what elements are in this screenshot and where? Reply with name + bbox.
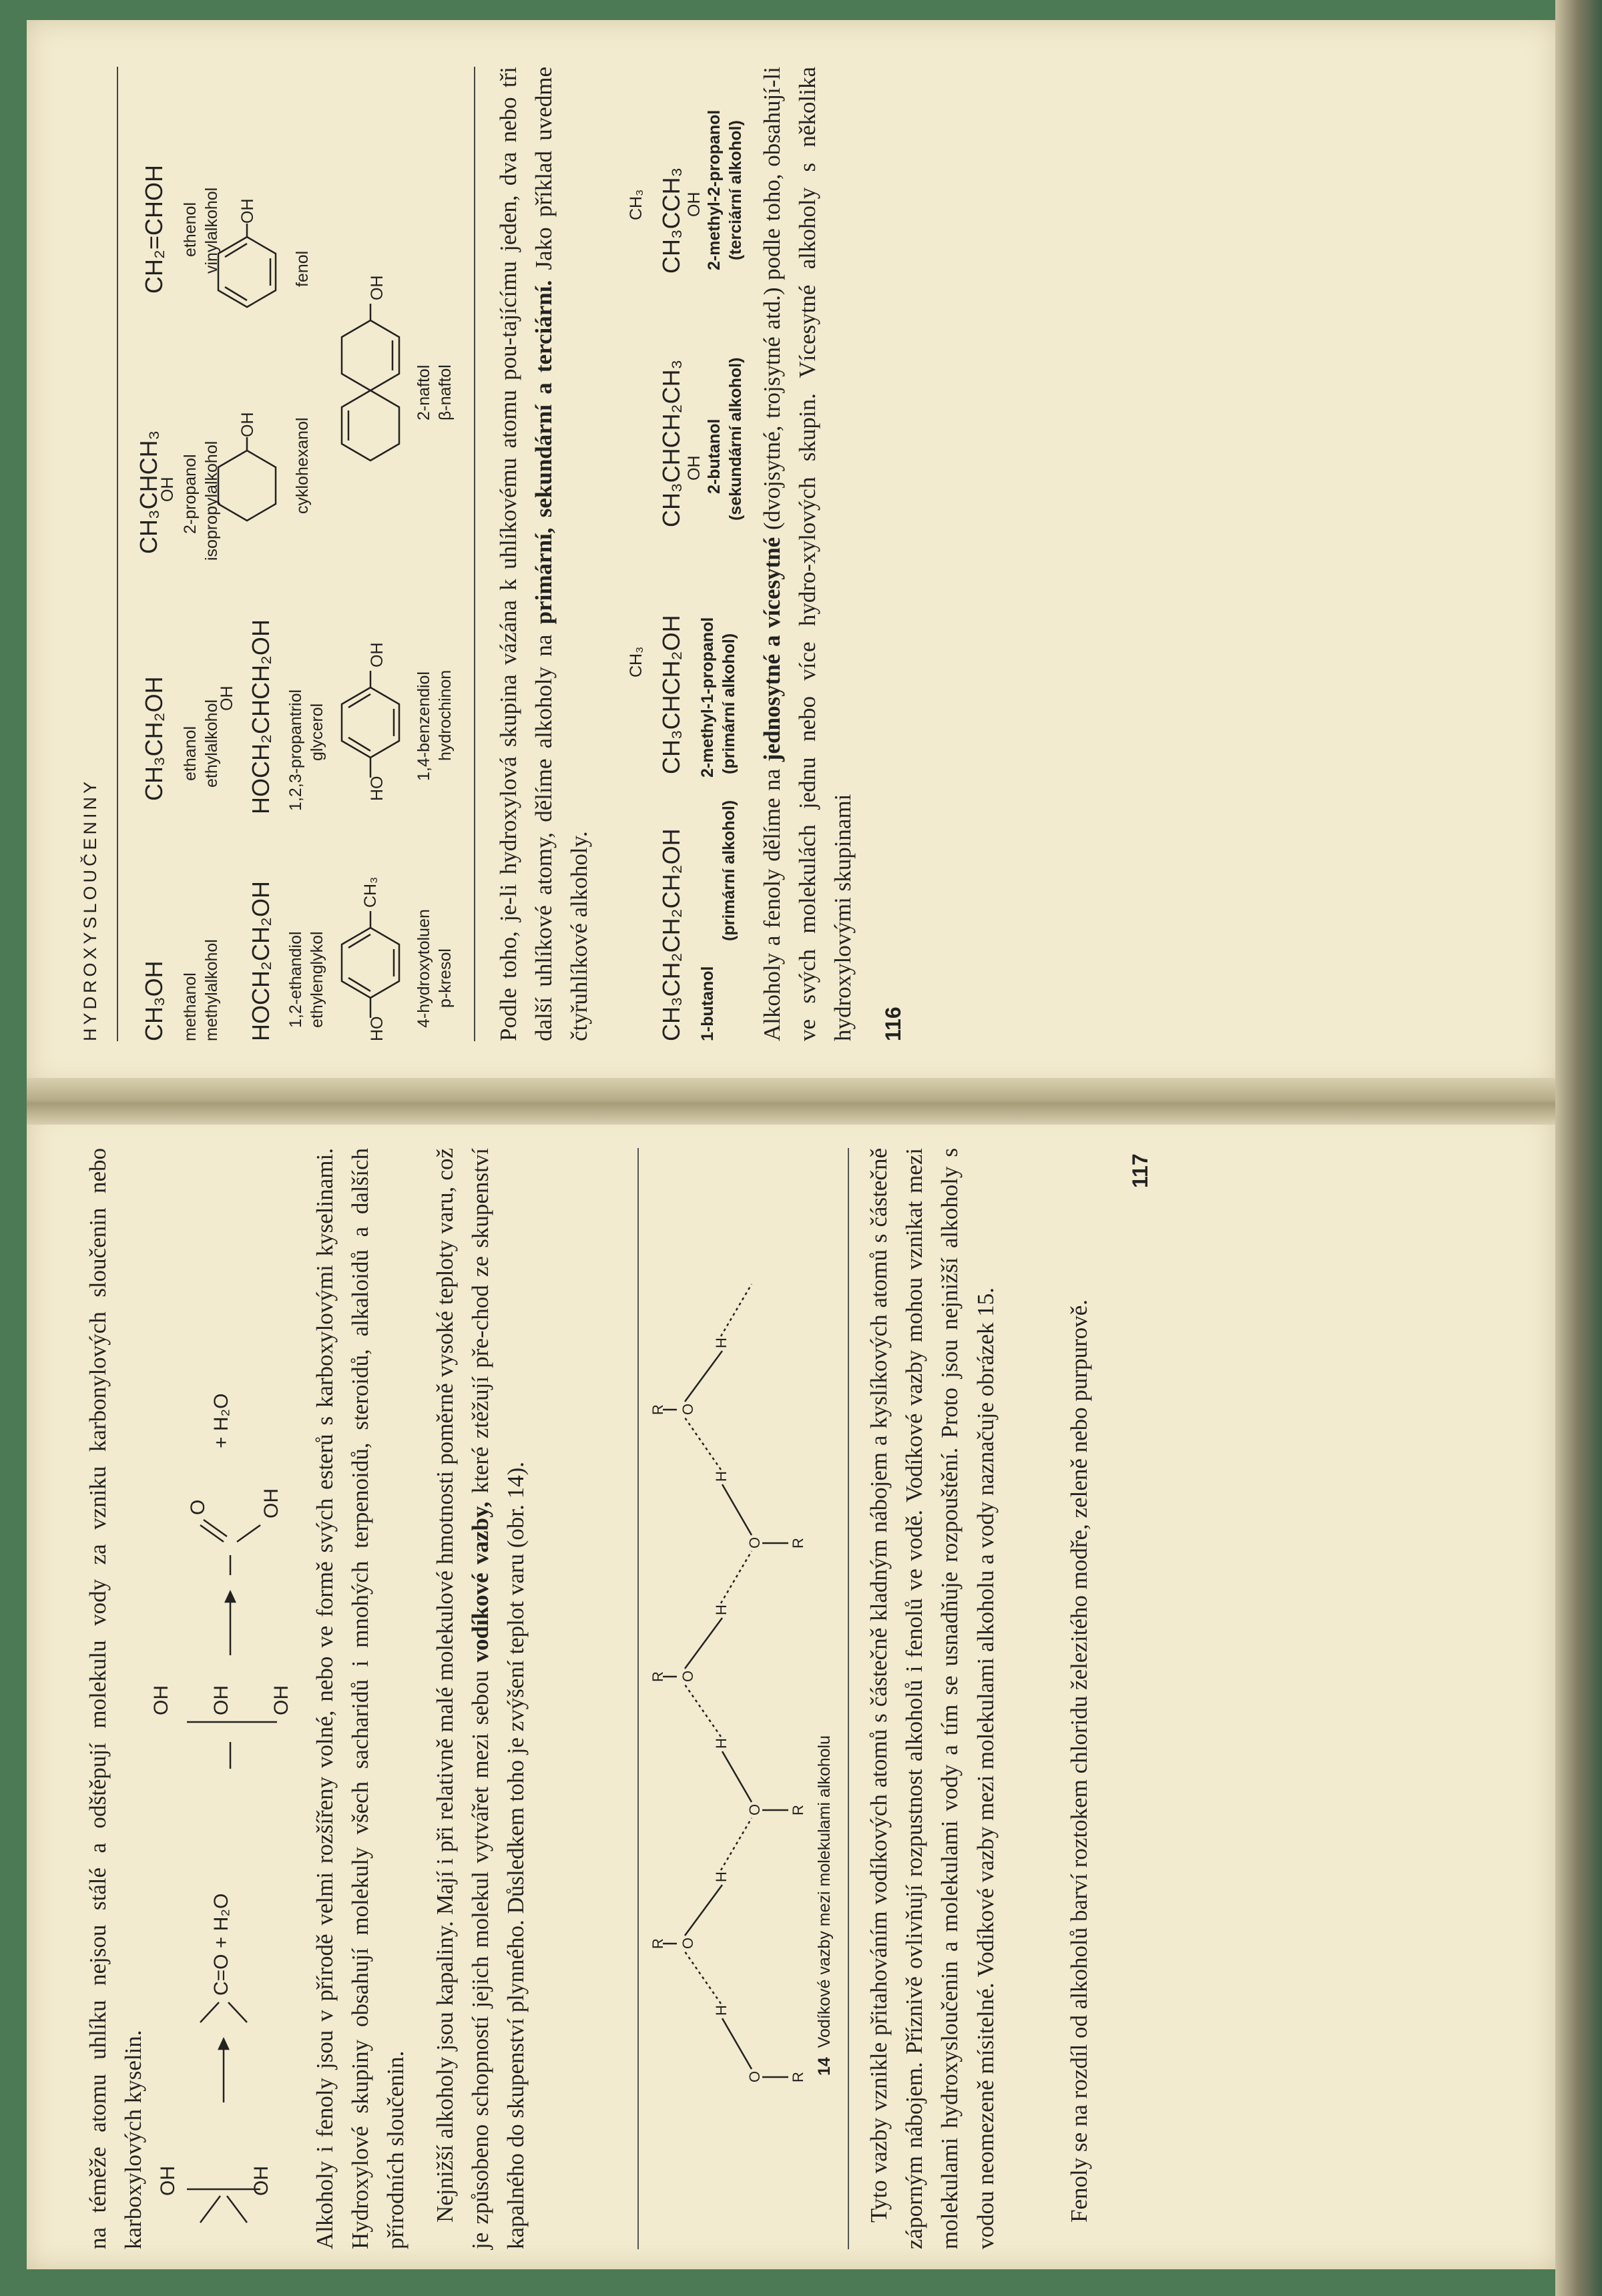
- hydrogen-atom: H: [713, 1738, 730, 1749]
- hydrogen-atom: H: [713, 2005, 730, 2016]
- formula-methanol: CH₃OH: [140, 960, 168, 1041]
- hydrogen-atom: H: [713, 1872, 730, 1882]
- name-ethandiol: 1,2-ethandiol: [286, 931, 305, 1028]
- oxygen-atom: O: [746, 1536, 763, 1548]
- paragraph-hydrogen-bonds: [861, 1148, 1003, 2249]
- alt-naftol: β-naftol: [436, 364, 455, 420]
- formula-2-propanol-oh: OH: [158, 477, 177, 502]
- name-1-butanol: 1-butanol: [698, 966, 717, 1041]
- figure-caption: [814, 1735, 835, 2076]
- oxygen-atom: O: [680, 1670, 696, 1682]
- oxygen-atom: O: [680, 1403, 696, 1415]
- naphthalene-ring-icon: [334, 294, 407, 467]
- oxygen-atom: O: [746, 1803, 763, 1815]
- name-hydrochinon: 1,4-benzendiol: [415, 671, 433, 781]
- name-phenol: fenol: [293, 250, 312, 287]
- formula-2m2p-ch3: CH₃: [627, 189, 645, 220]
- para4-text: Fenoly se na rozdíl od alkoholů barví roztokem chloridu železitého modře, zeleně nebo purpurově.: [1066, 1299, 1092, 2223]
- alt-ethenol: vinylalkohol: [202, 187, 221, 274]
- figure-rule-top: [637, 1148, 639, 2249]
- hydrogen-bond: [721, 1551, 752, 1603]
- r-group: R: [649, 1938, 666, 1949]
- name-glycerol: 1,2,3-propantriol: [286, 689, 305, 811]
- o-h-bond: [722, 1751, 752, 1802]
- oxygen-atom: O: [746, 2070, 763, 2082]
- hydrochinon-oh: OH: [368, 642, 386, 667]
- hydrogen-bond: [685, 1418, 721, 1470]
- formula-ethandiol: HOCH₂CH₂OH: [247, 881, 274, 1041]
- gutter: [27, 1078, 1555, 1125]
- formula-2-methyl-1-propanol: CH₃CHCH₂OH: [657, 615, 685, 774]
- para2-text-b: (dvojsytné, trojsytné atd.) podle toho, obsahují-li ve svých molekulách jednu nebo více hydro-xylových skupin. Vícesytné alkoholy s několika hydroxylovými skupinami: [759, 66, 856, 1041]
- name-cyclohexanol: cyklohexanol: [293, 417, 312, 514]
- hydrogen-atom: H: [713, 1471, 730, 1482]
- paragraph-alcohol-classes: [491, 67, 597, 1041]
- class-2-butanol: (sekundární alkohol): [726, 357, 745, 521]
- benzene-ring-icon: [210, 207, 284, 320]
- name-ethanol: ethanol: [181, 726, 200, 781]
- page-edges: [1555, 0, 1602, 2296]
- para1-text-b: Jako příklad uvedme čtyřuhlíkové alkoholy.: [531, 66, 593, 1041]
- formula-glycerol: HOCH₂CHCH₂OH: [247, 619, 274, 814]
- kresol-ho: HO: [368, 1016, 386, 1041]
- hydrogen-bond-figure: [647, 1268, 808, 2096]
- para2r-text-a: Nejnižší alkoholy jsou kapaliny. Mají i při relativně malé molekulové hmotnosti poměrně vysoké teploty varu, což je způsobeno schopností jejich molekul vytvářet mezi sebou: [432, 1148, 494, 2249]
- o-h-bond: [685, 1618, 722, 1669]
- o-h-bond: [722, 1484, 752, 1535]
- hydrogen-atom: H: [713, 1338, 730, 1348]
- reaction2-product-o: O: [187, 1499, 209, 1515]
- name-2-methyl-1-propanol: 2-methyl-1-propanol: [698, 617, 717, 778]
- alt-2-propanol: isopropylalkohol: [202, 441, 221, 561]
- right-page-content: [80, 1148, 1495, 2249]
- kresol-ch3: CH₃: [361, 876, 380, 908]
- para1-text-a: Podle toho, je-li hydroxylová skupina vázána k uhlíkovému atomu pou-tajícímu jeden, dva nebo tři další uhlíkové atomy, dělíme alkoholy na: [495, 67, 557, 1041]
- paragraph-intro: na téměže atomu uhlíku nejsou stálé a odštěpují molekulu vody za vzniku karbonylových sloučenin nebo karboxylových kyselin.: [85, 1148, 147, 2249]
- formula-2m2p-oh: OH: [685, 192, 704, 217]
- reaction1-product: C=O + H₂O: [210, 1893, 232, 1996]
- para2-bold: jednosytné a vícesytné: [759, 537, 785, 762]
- hydrogen-bond: [721, 1284, 752, 1336]
- alt-methanol: methylalkohol: [202, 939, 221, 1041]
- name-kresol: 4-hydroxytoluen: [415, 909, 433, 1028]
- alt-ethandiol: ethylenglykol: [308, 931, 326, 1028]
- page-number-right: 117: [1128, 1153, 1152, 1188]
- hydrogen-bond: [721, 1818, 752, 1870]
- class-1-butanol: (primární alkohol): [720, 800, 738, 941]
- figure-caption-text: Vodíkové vazby mezi molekulami alkoholu: [815, 1735, 834, 2048]
- reaction2-water: + H₂O: [210, 1393, 232, 1448]
- cyclohexane-ring-icon: [210, 420, 284, 534]
- para3-text: Tyto vazby vznikle přitahováním vodíkových atomů s částečně kladným nábojem a kyslíkových atomů s částečně záporným nábojem. Příznivě ovlivňují rozpustnost alkoholů i fenolů ve vodě. Vodíkové vazby mohou vznikat mezi molekulami hydroxysloučenin a molekulami vody a tím se usnadňuje rozpouštění. Proto jsou nejnižší alkoholy s vodou neomezeně mísitelné. Vodíkové vazby mezi molekulami alkoholu a vody naznačuje obrázek 15.: [866, 1148, 999, 2249]
- paragraph-valence: [754, 67, 861, 1041]
- para2r-bold: vodíkové vazby,: [467, 1501, 494, 1663]
- header-rule: [117, 67, 118, 1041]
- figure-number: 14: [815, 2057, 834, 2076]
- formula-2-propanol: CH₃CHCH₃: [135, 430, 162, 554]
- class-2-methyl-1-propanol: (primární alkohol): [720, 633, 738, 774]
- naftol-oh: OH: [368, 275, 386, 300]
- r-group: R: [790, 1538, 806, 1548]
- reaction1-oh-bottom: OH: [250, 2166, 272, 2196]
- formula-2-methyl-2-propanol: CH₃CCH₃: [657, 167, 685, 274]
- formula-1-butanol: CH₃CH₂CH₂CH₂OH: [657, 828, 685, 1041]
- hydrochinon-ho: HO: [368, 776, 386, 801]
- r-group: R: [649, 1404, 666, 1415]
- formula-ethanol: CH₃CH₂OH: [140, 676, 168, 801]
- figure-rule-bottom: [848, 1148, 849, 2249]
- formula-glycerol-oh: OH: [218, 685, 236, 711]
- name-methanol: methanol: [181, 972, 200, 1041]
- reaction1-oh-top: OH: [157, 2166, 179, 2196]
- alt-glycerol: glycerol: [308, 703, 326, 761]
- hydrogen-atom: H: [713, 1605, 730, 1615]
- alt-kresol: p-kresol: [436, 948, 455, 1008]
- paragraph-occurrence: Alkoholy i fenoly jsou v přírodě velmi rozšířeny volné, nebo ve formě svých esterů s karboxylovými kyselinami. Hydroxylové skupiny obsahují molekuly všech sacharidů i mnohých terpenoidů, steroidů, alkaloidů a dalších přírodních sloučenin.: [312, 1148, 409, 2249]
- formula-2-butanol-oh: OH: [685, 455, 704, 481]
- name-2-propanol: 2-propanol: [181, 454, 200, 534]
- paragraph-boiling-points: [427, 1148, 534, 2249]
- hydrogen-bond: [685, 1685, 721, 1737]
- alt-hydrochinon: hydrochinon: [436, 669, 455, 761]
- para1-bold: primární, sekundární a terciární.: [531, 280, 557, 625]
- class-2-methyl-2-propanol: (terciární alkohol): [726, 120, 745, 260]
- o-h-bond: [685, 1885, 722, 1936]
- paragraph-phenols: [1061, 1148, 1097, 2249]
- hydrogen-bond: [685, 1952, 721, 2004]
- r-group: R: [649, 1671, 666, 1682]
- name-2-methyl-2-propanol: 2-methyl-2-propanol: [705, 109, 724, 270]
- o-h-bond: [685, 1351, 722, 1402]
- r-group: R: [790, 1805, 806, 1815]
- reaction2-oh-mid: OH: [210, 1685, 232, 1715]
- table-rule: [474, 67, 475, 1041]
- cyclohexanol-oh: OH: [238, 412, 257, 437]
- reaction2-oh-bottom: OH: [270, 1685, 292, 1715]
- formula-2-butanol: CH₃CHCH₂CH₃: [657, 359, 685, 527]
- phenol-oh: OH: [238, 198, 257, 224]
- reaction2-oh-top: OH: [150, 1685, 172, 1715]
- page-number-left: 116: [881, 1007, 905, 1041]
- reaction2-product-oh: OH: [260, 1488, 282, 1518]
- formula-ethenol: CH₂=CHOH: [140, 165, 168, 294]
- name-2-butanol: 2-butanol: [705, 418, 724, 494]
- running-header: HYDROXYSLOUČENINY: [80, 778, 100, 1041]
- para2r-text-b: které ztěžují pře-chod ze skupenství kapalného do skupenství plynného. Důsledkem toho je zvýšení teplot varu (obr. 14).: [467, 1148, 529, 2249]
- alt-ethanol: ethylalkohol: [202, 699, 221, 788]
- formula-2m1p-ch3: CH₃: [627, 646, 645, 677]
- r-group: R: [790, 2072, 806, 2082]
- o-h-bond: [722, 2018, 752, 2069]
- reaction2-diagram: [167, 1435, 300, 1769]
- para2-text-a: Alkoholy a fenoly dělíme na: [759, 762, 785, 1041]
- oxygen-atom: O: [680, 1937, 696, 1949]
- name-naftol: 2-naftol: [415, 364, 433, 420]
- name-ethenol: ethenol: [181, 202, 200, 257]
- left-page-content: [80, 67, 1495, 1041]
